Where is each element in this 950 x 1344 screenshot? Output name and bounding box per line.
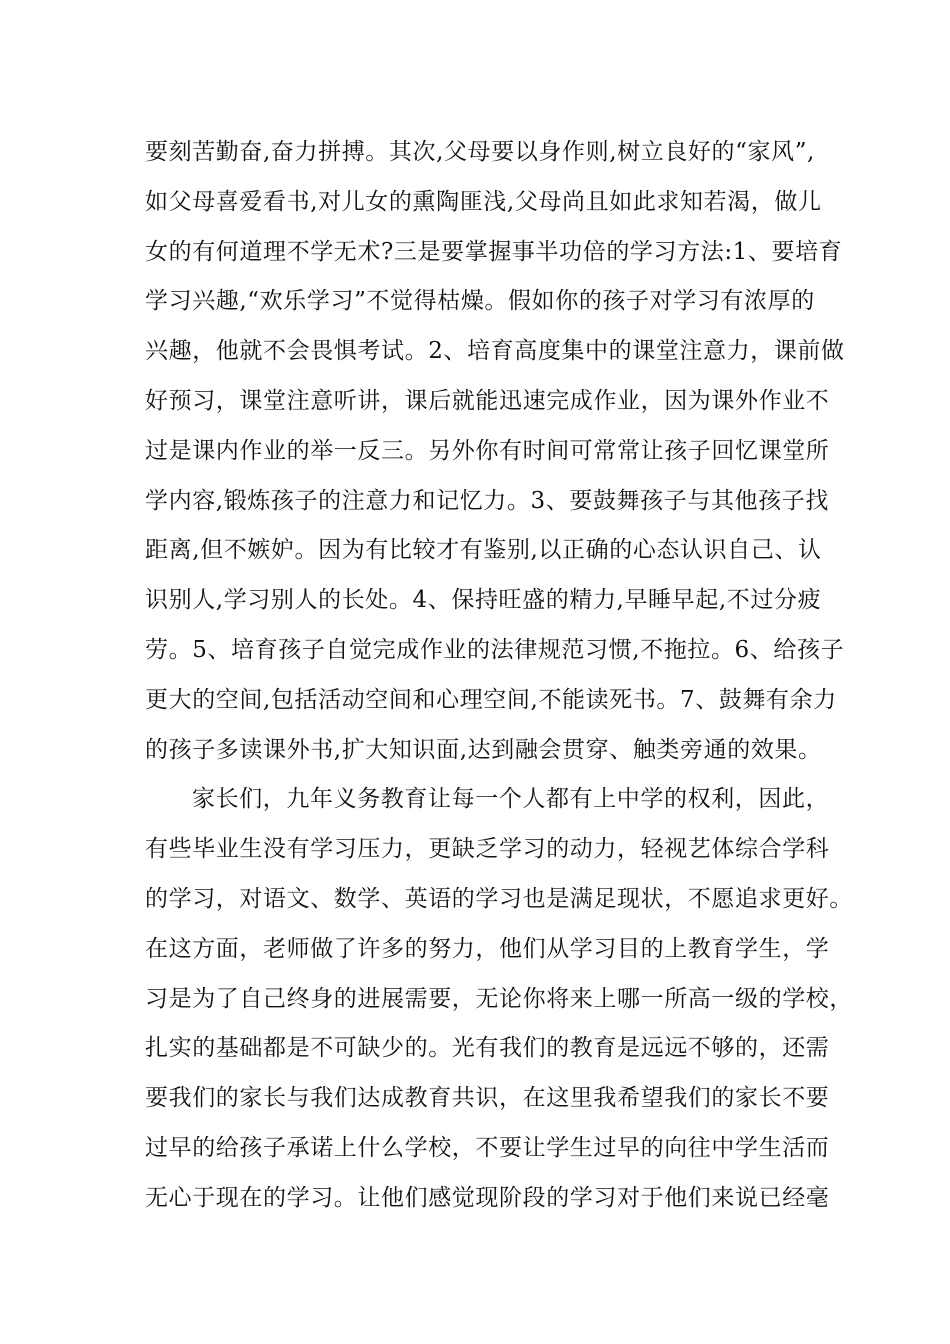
text-line: 有些毕业生没有学习压力，更缺乏学习的动力，轻视艺体综合学科 [145,836,830,863]
text-line: 距离,但不嫉妒。因为有比较才有鉴别,以正确的心态认识自己、认 [145,537,822,564]
text-line: 要刻苦勤奋,奋力拼搏。其次,父母要以身作则,树立良好的“家风”, [145,139,815,165]
text-line: 兴趣，他就不会畏惧考试。2、培育高度集中的课堂注意力，课前做 [145,338,845,365]
paragraph-2 [145,775,853,1223]
text-line: 识别人,学习别人的长处。4、保持旺盛的精力,早睡早起,不过分疲 [145,587,822,614]
text-line: 要我们的家长与我们达成教育共识，在这里我希望我们的家长不要 [145,1085,830,1112]
text-line: 无心于现在的学习。让他们感觉现阶段的学习对于他们来说已经毫 [145,1184,830,1211]
text-line: 更大的空间,包括活动空间和心理空间,不能读死书。7、鼓舞有余力 [145,686,837,713]
document-body [145,128,853,1224]
text-line: 好预习，课堂注意听讲，课后就能迅速完成作业，因为课外作业不 [145,387,830,414]
text-line: 在这方面，老师做了许多的努力，他们从学习目的上教育学生，学 [145,935,830,962]
text-line: 的学习，对语文、数学、英语的学习也是满足现状，不愿追求更好。 [145,885,853,912]
text-line: 学内容,锻炼孩子的注意力和记忆力。3、要鼓舞孩子与其他孩子找 [145,487,829,514]
text-line: 女的有何道理不学无术?三是要掌握事半功倍的学习方法:1、要培育 [145,238,843,265]
text-line: 过早的给孩子承诺上什么学校，不要让学生过早的向往中学生活而 [145,1134,830,1161]
text-line-indented: 家长们，九年义务教育让每一个人都有上中学的权利，因此， [192,786,830,813]
text-line: 的孩子多读课外书,扩大知识面,达到融会贯穿、触类旁通的效果。 [145,736,822,763]
text-line: 扎实的基础都是不可缺少的。光有我们的教育是远远不够的，还需 [145,1035,830,1062]
text-line: 如父母喜爱看书,对儿女的熏陶匪浅,父母尚且如此求知若渴，做儿 [145,188,822,215]
text-line: 过是课内作业的举一反三。另外你有时间可常常让孩子回忆课堂所 [145,437,830,464]
paragraph-1 [145,128,845,775]
text-line: 习是为了自己终身的进展需要，无论你将来上哪一所高一级的学校， [145,985,853,1012]
text-line: 学习兴趣,“欢乐学习”不觉得枯燥。假如你的孩子对学习有浓厚的 [145,288,815,315]
text-line: 劳。5、培育孩子自觉完成作业的法律规范习惯,不拖拉。6、给孩子 [145,636,845,663]
